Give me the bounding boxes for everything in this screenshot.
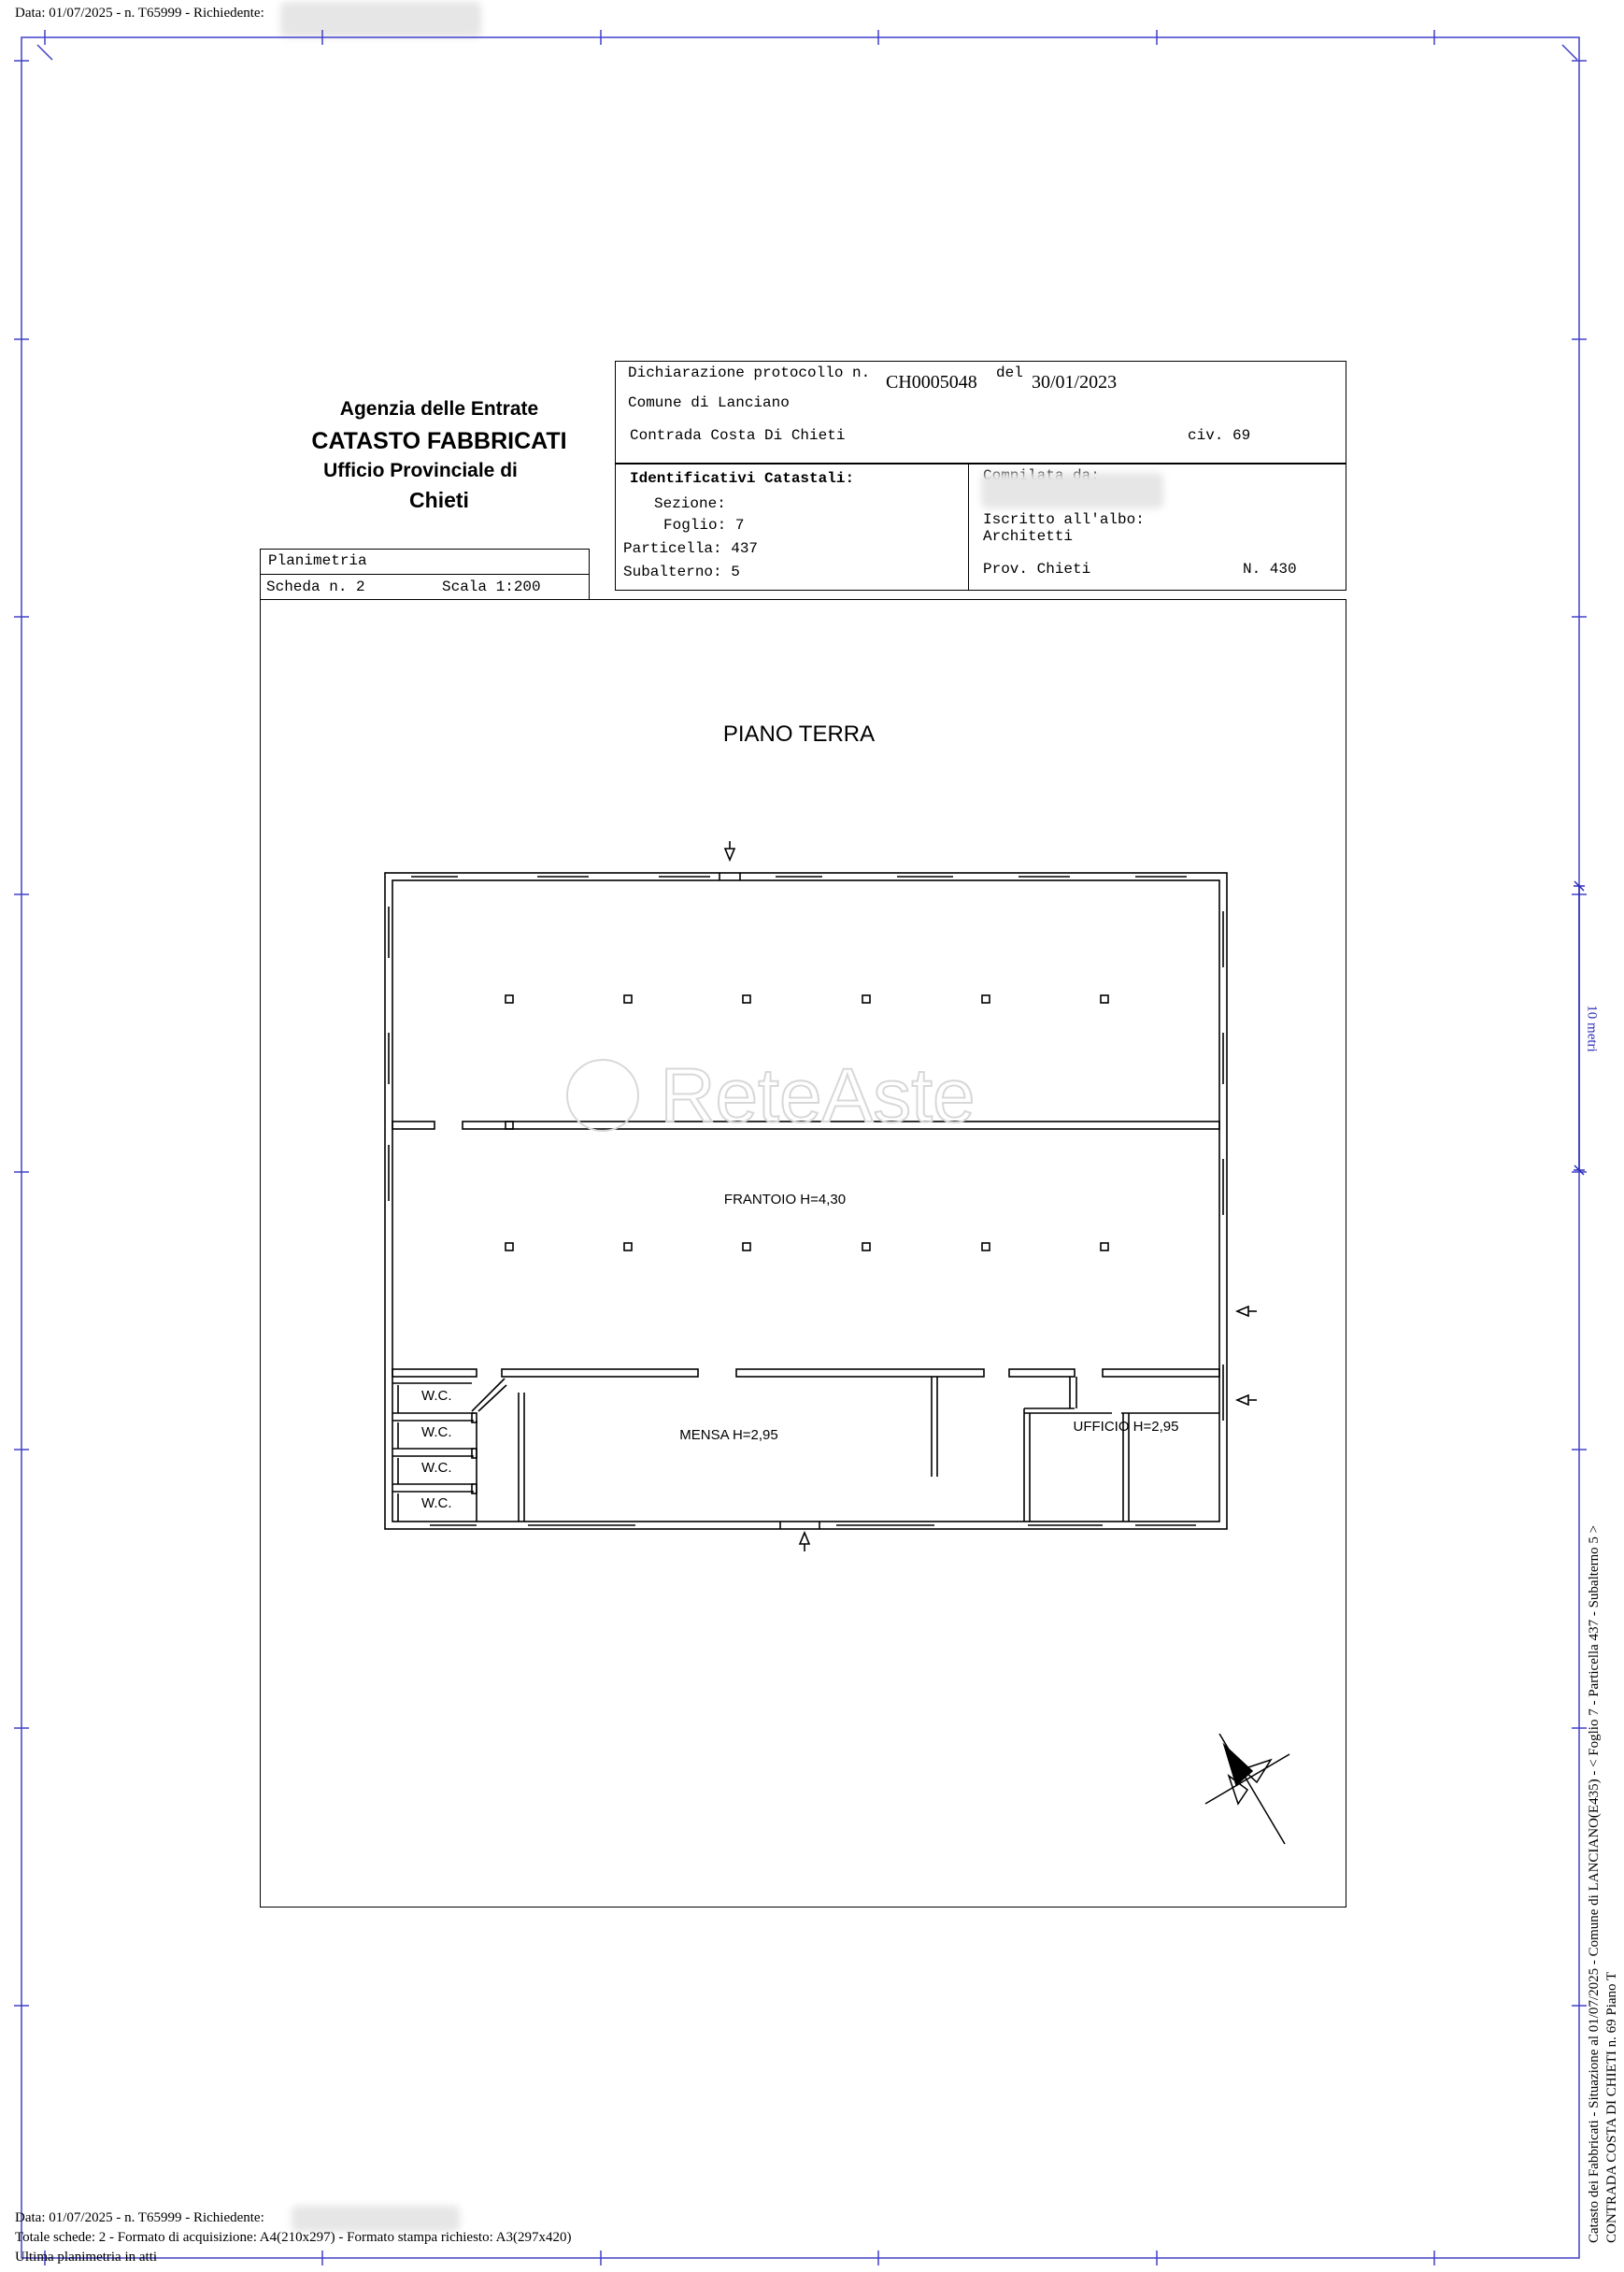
scala-text: Scala 1:200: [442, 579, 541, 595]
wc-label-3: W.C.: [421, 1460, 452, 1476]
sezione-text: Sezione:: [654, 495, 726, 512]
room-frantoio: FRANTOIO H=4,30: [723, 1192, 847, 1207]
scheda-text: Scheda n. 2: [266, 579, 365, 595]
catasto-title: CATASTO FABBRICATI: [311, 428, 567, 454]
wc-label-2: W.C.: [421, 1424, 452, 1440]
comune-text: Comune di Lanciano: [628, 394, 790, 411]
planimetria-divider: [260, 574, 590, 575]
declaration-date: 30/01/2023: [1032, 372, 1118, 393]
planimetria-label: Planimetria: [268, 552, 367, 569]
del-label: del: [996, 364, 1023, 381]
foglio-text: Foglio: 7: [663, 517, 745, 534]
redacted-compiler: [981, 473, 1163, 508]
iscritto-label: Iscritto all'albo:: [983, 511, 1145, 528]
agency-name: Agenzia delle Entrate: [339, 398, 539, 420]
room-ufficio: UFFICIO H=2,95: [1073, 1419, 1179, 1435]
province-text: Prov. Chieti: [983, 561, 1091, 578]
footer-line3: Ultima planimetria in atti: [15, 2250, 158, 2265]
identifiers-divider: [968, 463, 969, 591]
ufficio-label: Ufficio Provinciale di: [323, 460, 518, 481]
footer-line2: Totale schede: 2 - Formato di acquisizione: A4(210x297) - Formato stampa richiesto: A3(297x420): [15, 2230, 572, 2245]
side-note-line2: CONTRADA COSTA DI CHIETI n. 69 Piano T: [1604, 1971, 1619, 2243]
protocol-number: CH0005048: [886, 372, 977, 393]
protocol-label: Dichiarazione protocollo n.: [628, 364, 871, 381]
floor-plan: [374, 841, 1261, 1570]
top-header-text: Data: 01/07/2025 - n. T65999 - Richiedente:: [15, 6, 264, 21]
province-name: Chieti: [409, 488, 469, 512]
scale-bar-label: 10 metri: [1584, 1005, 1600, 1052]
register-number: N. 430: [1243, 561, 1297, 578]
footer-line1: Data: 01/07/2025 - n. T65999 - Richiedente:: [15, 2210, 264, 2225]
watermark-text: ReteAste: [660, 1053, 976, 1138]
side-note: [1586, 1421, 1621, 2243]
particella-text: Particella: 437: [623, 540, 759, 557]
identifiers-title: Identificativi Catastali:: [630, 470, 855, 487]
watermark-icon: [567, 1060, 638, 1131]
wc-label-1: W.C.: [421, 1388, 452, 1404]
wc-label-4: W.C.: [421, 1495, 452, 1511]
side-note-line1: Catasto dei Fabbricati - Situazione al 01/07/2025 - Comune di LANCIANO(E435) - < Foglio 7 - Particella 437 - Subalterno 5 >: [1587, 1524, 1602, 2243]
floor-title: PIANO TERRA: [722, 722, 876, 747]
albo-text: Architetti: [983, 528, 1074, 545]
civico-text: civ. 69: [1188, 427, 1251, 444]
north-arrow-icon: [1201, 1734, 1294, 1846]
address-text: Contrada Costa Di Chieti: [630, 427, 846, 444]
redacted-requester-bottom: [292, 2206, 460, 2232]
room-mensa: MENSA H=2,95: [679, 1427, 778, 1443]
subalterno-text: Subalterno: 5: [623, 564, 740, 580]
